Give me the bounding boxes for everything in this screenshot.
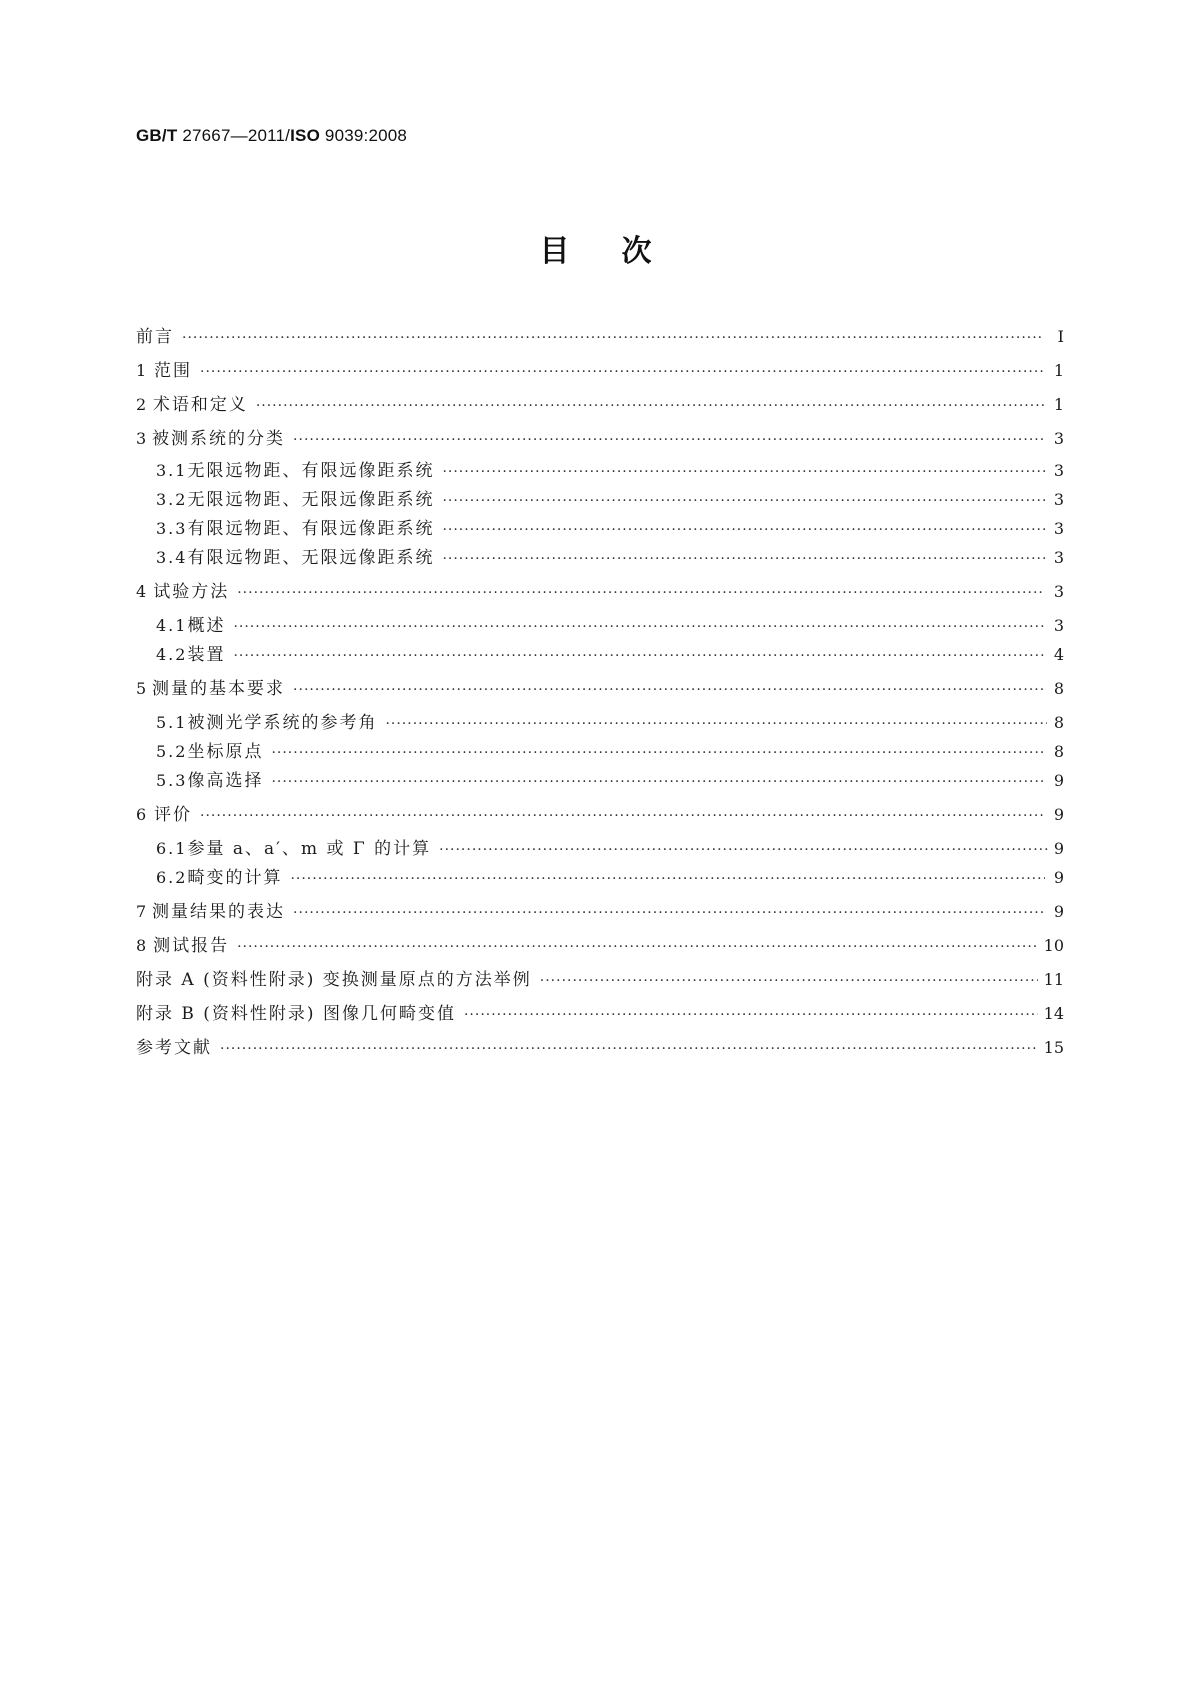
toc-leader — [442, 517, 1047, 543]
toc-leader — [442, 488, 1047, 514]
toc-leader — [290, 866, 1045, 892]
toc-entry-label: 测试报告 — [153, 936, 230, 956]
toc-entry-number: 6 — [136, 805, 149, 824]
toc-leader — [442, 459, 1047, 485]
toc-leader — [439, 837, 1047, 863]
toc-entry-label: 术语和定义 — [152, 395, 248, 415]
toc-entry-number: 3 — [136, 429, 149, 448]
toc-leader — [233, 614, 1044, 640]
toc-leader — [271, 769, 1044, 795]
toc-leader — [271, 740, 1044, 766]
toc-entry-number: 3.3 — [156, 519, 188, 538]
standard-code-prefix: GB/T — [136, 126, 178, 145]
toc-entry-number: 3.2 — [156, 490, 188, 509]
standard-code-number: 27667—2011/ — [177, 126, 291, 145]
toc-leader — [233, 643, 1044, 669]
toc-entry-number: 5.3 — [156, 771, 188, 790]
toc-entry-label: 测量的基本要求 — [152, 679, 286, 699]
page-title: 目次 — [539, 234, 704, 269]
toc-leader — [293, 900, 1045, 926]
toc-entry-number: 4.2 — [156, 645, 188, 664]
toc-entry-label: 有限远物距、有限远像距系统 — [187, 519, 435, 539]
toc-entry-label: 参量 a、a′、m 或 Γ 的计算 — [187, 839, 432, 859]
toc-entry-label: 概述 — [187, 616, 226, 636]
toc-entry-label: 坐标原点 — [187, 742, 264, 762]
toc-entry[interactable] — [136, 324, 1064, 350]
toc-entry[interactable] — [156, 710, 1064, 736]
toc-entry-page: 3 — [1053, 582, 1065, 601]
toc-entry-page: 3 — [1053, 616, 1064, 635]
standard-code-iso: ISO — [290, 126, 320, 145]
toc-leader — [540, 968, 1038, 994]
toc-entry-label: 参考文献 — [136, 1038, 212, 1058]
toc-entry-number: 3.4 — [156, 548, 188, 567]
toc-leader — [237, 934, 1038, 960]
toc-entry-number: 8 — [136, 936, 149, 955]
toc-entry-label: 附录 A (资料性附录) 变换测量原点的方法举例 — [136, 970, 532, 990]
toc-entry[interactable] — [156, 613, 1064, 639]
toc-entry-page: 8 — [1053, 742, 1064, 761]
toc-entry-label: 无限远物距、无限远像距系统 — [187, 490, 435, 510]
toc-entry[interactable] — [156, 642, 1064, 668]
toc-entry-page: 9 — [1053, 771, 1064, 790]
toc-entry-label: 附录 B (资料性附录) 图像几何畸变值 — [136, 1004, 456, 1024]
toc-entry-page: 9 — [1053, 839, 1064, 858]
toc-entry-number: 2 — [136, 395, 149, 414]
toc-entry-page: 3 — [1053, 548, 1064, 567]
toc-entry-page: 11 — [1043, 970, 1064, 989]
toc-entry-page: 8 — [1053, 679, 1064, 698]
toc-entry-number: 5.2 — [156, 742, 188, 761]
toc-entry[interactable] — [136, 426, 1064, 452]
toc-entry[interactable] — [156, 458, 1064, 484]
toc-entry-number: 6.1 — [156, 839, 188, 858]
toc-entry-page: 15 — [1043, 1038, 1064, 1057]
toc-entry-page: 14 — [1043, 1004, 1064, 1023]
toc-leader — [182, 325, 1043, 351]
toc-entry-number: 6.2 — [156, 868, 188, 887]
toc-entry[interactable] — [156, 739, 1064, 765]
toc-entry-page: 3 — [1053, 490, 1064, 509]
standard-code-iso-number: 9039:2008 — [320, 126, 408, 145]
toc-leader — [200, 359, 1044, 385]
toc-entry-label: 装置 — [187, 645, 226, 665]
toc-leader — [237, 580, 1044, 606]
toc-entry-page: 9 — [1053, 805, 1065, 824]
toc-entry-number: 4 — [136, 582, 149, 601]
toc-entry-page: 3 — [1053, 461, 1064, 480]
toc-leader — [385, 711, 1046, 737]
toc-entry-page: 4 — [1053, 645, 1064, 664]
toc-leader — [200, 803, 1044, 829]
toc-entry-number: 5 — [136, 679, 149, 698]
toc-entry[interactable] — [156, 545, 1064, 571]
toc-entry-label: 试验方法 — [153, 582, 230, 602]
toc-entry[interactable] — [156, 516, 1064, 542]
toc-entry[interactable] — [156, 865, 1064, 891]
toc-entry-label: 畸变的计算 — [187, 868, 283, 888]
toc-entry-label: 被测光学系统的参考角 — [187, 713, 378, 733]
toc-entry[interactable] — [136, 676, 1064, 702]
toc-entry-label: 被测系统的分类 — [152, 429, 286, 449]
toc-entry-page: Ⅰ — [1057, 327, 1064, 346]
standard-code — [136, 126, 407, 146]
toc-entry-number: 3.1 — [156, 461, 188, 480]
toc-entry[interactable] — [156, 836, 1064, 862]
toc-entry-page: 9 — [1053, 902, 1064, 921]
toc-leader — [293, 427, 1045, 453]
toc-entry-label: 像高选择 — [187, 771, 264, 791]
toc-entry[interactable] — [136, 967, 1064, 993]
toc-entry[interactable] — [136, 392, 1064, 418]
toc-entry-page: 1 — [1053, 395, 1065, 414]
toc-entry-label: 评价 — [154, 805, 192, 825]
toc-entry-page: 3 — [1053, 519, 1064, 538]
toc-entry[interactable] — [156, 768, 1064, 794]
toc-entry-number: 1 — [136, 361, 149, 380]
toc-entry[interactable] — [136, 933, 1064, 959]
toc-leader — [442, 546, 1047, 572]
toc-leader — [220, 1036, 1038, 1062]
toc-leader — [256, 393, 1045, 419]
toc-entry[interactable] — [136, 802, 1064, 828]
toc-entry-number: 7 — [136, 902, 149, 921]
toc-entry[interactable] — [136, 358, 1064, 384]
toc-entry-label: 前言 — [136, 327, 174, 347]
toc-entry-page: 3 — [1053, 429, 1064, 448]
toc-entry-page: 9 — [1053, 868, 1064, 887]
toc-entry-page: 1 — [1053, 361, 1065, 380]
toc-entry[interactable] — [136, 579, 1064, 605]
toc-entry-label: 无限远物距、有限远像距系统 — [187, 461, 435, 481]
toc-leader — [464, 1002, 1038, 1028]
toc-entry-label: 范围 — [154, 361, 192, 381]
toc-entry[interactable] — [136, 1001, 1064, 1027]
toc-entry-label: 有限远物距、无限远像距系统 — [187, 548, 435, 568]
toc-leader — [293, 677, 1045, 703]
toc-entry[interactable] — [156, 487, 1064, 513]
toc-entry-number: 4.1 — [156, 616, 188, 635]
toc-entry[interactable] — [136, 1035, 1064, 1061]
toc-entry[interactable] — [136, 899, 1064, 925]
toc-entry-number: 5.1 — [156, 713, 188, 732]
toc-entry-page: 10 — [1043, 936, 1064, 955]
toc-entry-page: 8 — [1053, 713, 1064, 732]
toc-entry-label: 测量结果的表达 — [152, 902, 286, 922]
